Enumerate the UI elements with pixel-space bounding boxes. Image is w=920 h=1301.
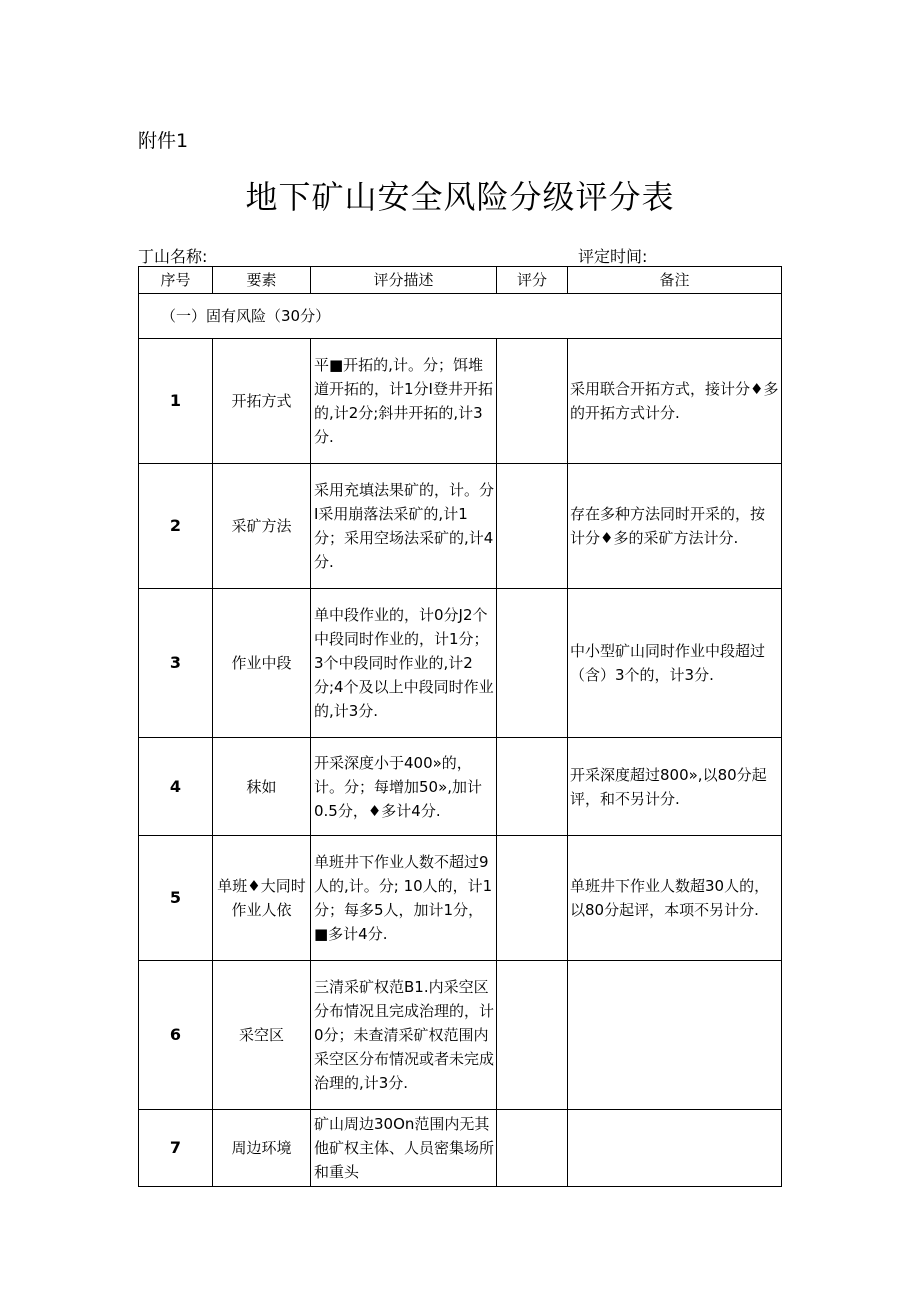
col-header-element: 要素 (213, 267, 311, 294)
row-score (497, 589, 568, 738)
row-number: 1 (139, 339, 213, 464)
section-row (139, 294, 782, 339)
row-description: 开采深度小于400»的，计。分；每增加50»,加计0.5分，♦多计4分. (311, 738, 497, 836)
row-element: 周边环境 (213, 1110, 311, 1187)
row-number: 2 (139, 464, 213, 589)
row-number: 4 (139, 738, 213, 836)
row-score (497, 1110, 568, 1187)
row-number: 6 (139, 961, 213, 1110)
col-header-description: 评分描述 (311, 267, 497, 294)
row-element: 开拓方式 (213, 339, 311, 464)
row-description: 矿山周边30On范围内无其他矿权主体、人员密集场所和重头 (311, 1110, 497, 1187)
row-description: 单中段作业的，计0分J2个中段同时作业的，计1分；3个中段同时作业的,计2分;4个及以上中段同时作业的,计3分. (311, 589, 497, 738)
row-note (568, 961, 782, 1110)
row-element: 采矿方法 (213, 464, 311, 589)
row-element: 单班♦大同时作业人依 (213, 836, 311, 961)
row-element: 秣如 (213, 738, 311, 836)
section-title: （一）固有风险（30分） (139, 294, 782, 339)
row-score (497, 961, 568, 1110)
row-note (568, 1110, 782, 1187)
col-header-score: 评分 (497, 267, 568, 294)
table-row (139, 339, 782, 464)
attachment-label: 附件1 (138, 130, 189, 152)
row-score (497, 738, 568, 836)
table-row (139, 1110, 782, 1187)
row-description: 单班井下作业人数不超过9人的,计。分; 10人的，计1分；每多5人，加计1分，■多计4分. (311, 836, 497, 961)
table-row (139, 738, 782, 836)
table-row (139, 589, 782, 738)
eval-time-label: 评定时间: (578, 247, 648, 266)
row-element: 作业中段 (213, 589, 311, 738)
table-row (139, 464, 782, 589)
table-row (139, 836, 782, 961)
row-note: 单班井下作业人数超30人的，以80分起评，本项不另计分. (568, 836, 782, 961)
row-note: 采用联合开拓方式，接计分♦多的开拓方式计分. (568, 339, 782, 464)
page-title: 地下矿山安全风险分级评分表 (245, 178, 675, 216)
row-note: 存在多种方法同时开采的，按计分♦多的采矿方法计分. (568, 464, 782, 589)
table-row (139, 961, 782, 1110)
row-description: 三清采矿权范B1.内采空区分布情况且完成治理的，计0分；未查清采矿权范围内采空区分布情况或者未完成治理的,计3分. (311, 961, 497, 1110)
row-score (497, 836, 568, 961)
row-number: 5 (139, 836, 213, 961)
mine-name-label: 丁山名称: (138, 247, 208, 266)
row-number: 7 (139, 1110, 213, 1187)
score-table (138, 266, 782, 1187)
row-note: 中小型矿山同时作业中段超过（含）3个的，计3分. (568, 589, 782, 738)
col-header-note: 备注 (568, 267, 782, 294)
row-description: 平■开拓的,计。分；饵堆道开拓的，计1分I登井开拓的,计2分;斜井开拓的,计3分. (311, 339, 497, 464)
row-score (497, 339, 568, 464)
row-element: 采空区 (213, 961, 311, 1110)
row-number: 3 (139, 589, 213, 738)
table-header-row (139, 267, 782, 294)
row-note: 开采深度超过800»,以80分起评，和不另计分. (568, 738, 782, 836)
col-header-number: 序号 (139, 267, 213, 294)
row-score (497, 464, 568, 589)
row-description: 采用充填法果矿的，计。分I采用崩落法采矿的,计1分；采用空场法采矿的,计4分. (311, 464, 497, 589)
